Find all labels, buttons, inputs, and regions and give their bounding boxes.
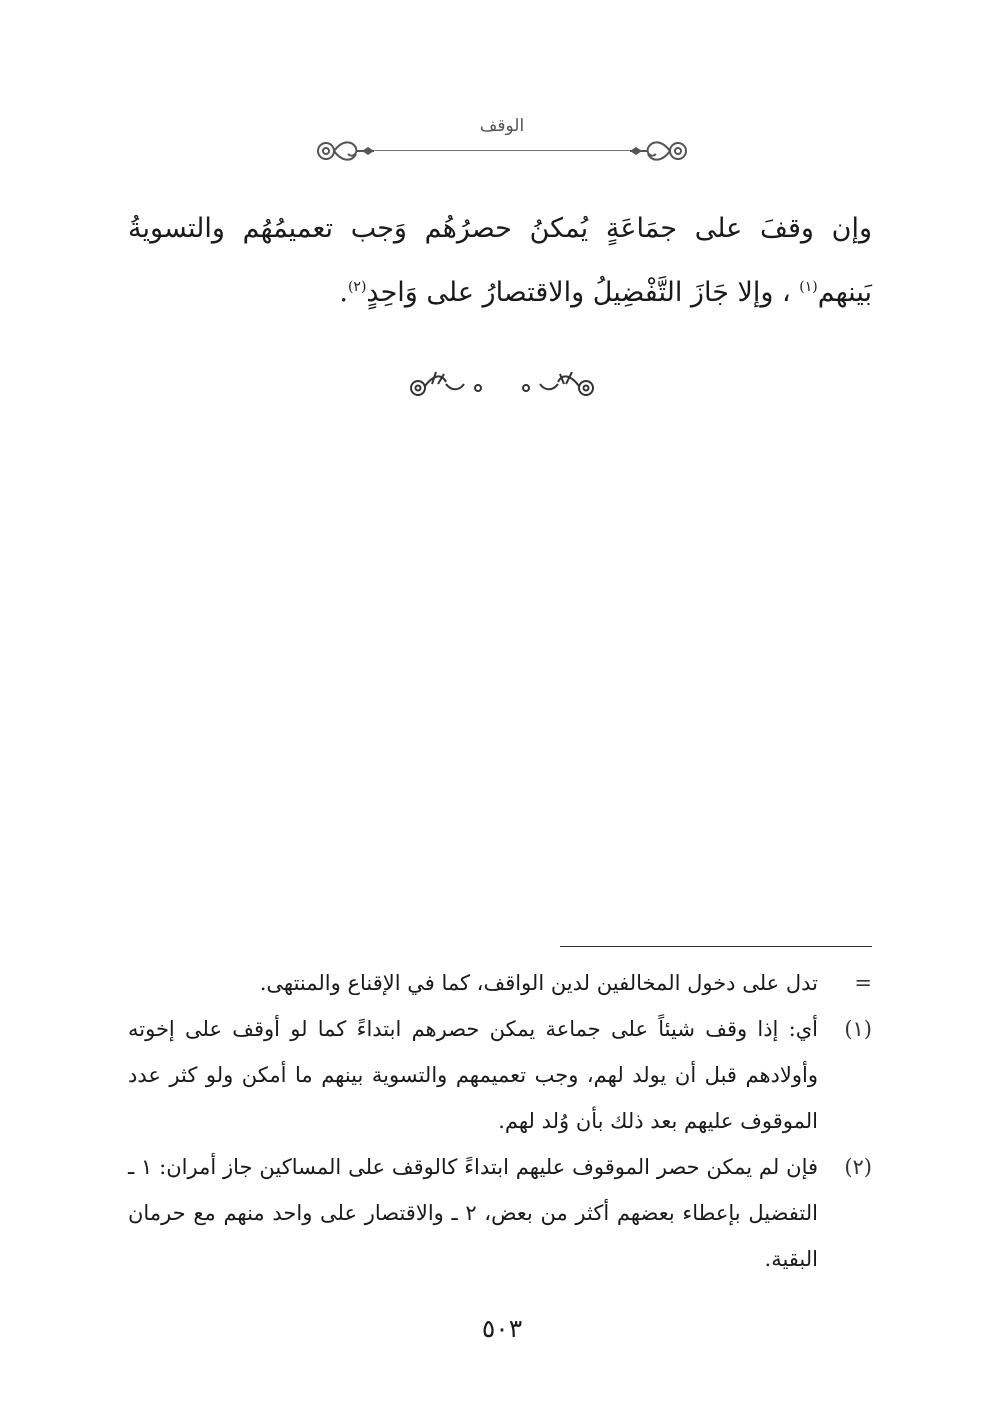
- main-text-part1: وإن وقفَ على جمَاعَةٍ يُمكنُ حصرُهُم وَجب تعميمُهُم والتسويةُ بَينهم: [128, 213, 872, 308]
- footnote-continuation: [128, 960, 872, 1006]
- page-number: ٥٠٣: [481, 1314, 523, 1343]
- footnote-ref-2[interactable]: (٢): [347, 279, 367, 295]
- header-rule: [372, 150, 632, 151]
- footnote-text: تدل على دخول المخالفين لدين الواقف، كما في الإقناع والمنتهى.: [259, 971, 818, 995]
- footnote-2: [128, 1144, 872, 1282]
- footnote-1: [128, 1006, 872, 1144]
- footnote-marker: =: [854, 971, 872, 995]
- scroll-ornament-icon: [312, 134, 376, 168]
- footnote-marker: (١): [844, 1017, 872, 1041]
- footnote-text: أي: إذا وقف شيئاً على جماعة يمكن حصرهم ابتداءً كما لو أوقف على إخوته وأولادهم قبل أن يولد لهم، وجب تعميمهم والتسوية بينهم ما أمكن ولو كثر عدد الموقوف عليهم بعد ذلك بأن وُلد لهم.: [128, 1017, 818, 1133]
- main-text-part3: .: [339, 277, 348, 308]
- footnotes: [128, 960, 872, 1282]
- footnote-text: فإن لم يمكن حصر الموقوف عليهم ابتداءً كالوقف على المساكين جاز أمران: ١ ـ التفضيل بإعطاء بعضهم أكثر من بعض، ٢ ـ والاقتصار على واحد منهم مع حرمان البقية.: [128, 1155, 819, 1271]
- main-text-part2: ، وإلا جَازَ التَّفْضِيلُ والاقتصارُ على وَاحِدٍ: [366, 277, 791, 308]
- running-header: [0, 112, 1004, 172]
- main-paragraph: [128, 200, 872, 322]
- footnote-marker: (٢): [844, 1155, 872, 1179]
- scroll-ornament-icon: [628, 134, 692, 168]
- footnote-rule: [560, 946, 872, 947]
- footnote-ref-1[interactable]: (١): [799, 279, 818, 295]
- running-title: الوقف: [479, 116, 525, 136]
- section-divider-icon: [402, 366, 602, 406]
